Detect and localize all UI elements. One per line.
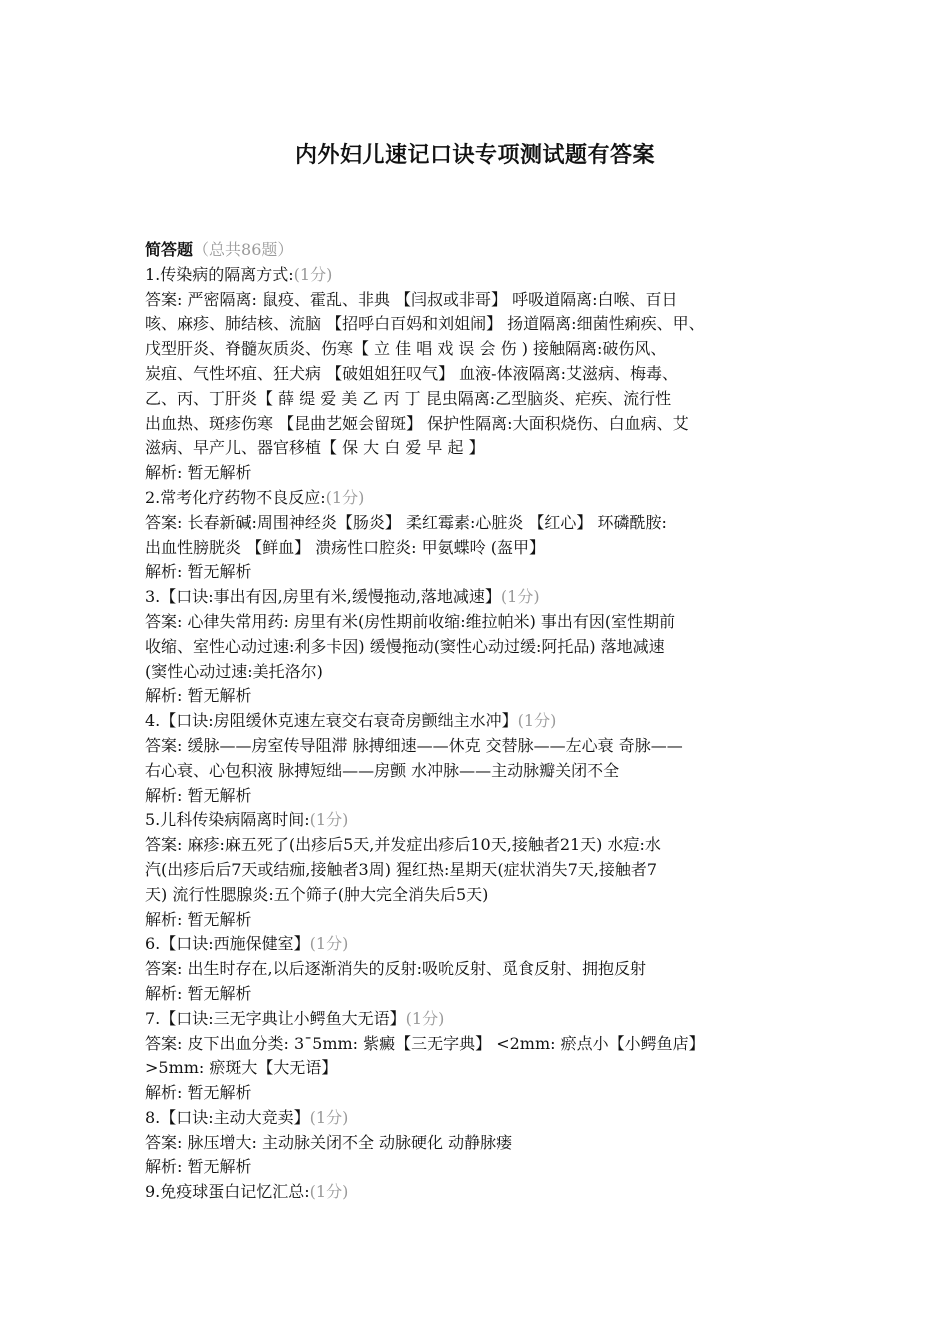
question-score: (1分): [309, 934, 349, 954]
answer-line: 答案: 皮下出血分类: 3¯5mm: 紫癜【三无字典】 <2mm: 瘀点小【小鳄鱼店】: [145, 1033, 705, 1053]
question-score: (1分): [405, 1008, 445, 1028]
question-title: [145, 709, 825, 734]
question-item: [145, 486, 825, 585]
question-text: 3.【口诀:事出有因,房里有米,缓慢拖动,落地减速】: [145, 587, 501, 607]
answer-line: 答案: 严密隔离: 鼠疫、霍乱、非典 【闫叔或非哥】 呼吸道隔离:白喉、百日: [145, 289, 678, 309]
question-text: 2.常考化疗药物不良反应:: [145, 487, 326, 507]
answer-line: 出血性膀胱炎 【鲜血】 溃疡性口腔炎: 甲氨蝶呤 (盔甲】: [145, 537, 545, 557]
answer-line: 戊型肝炎、脊髓灰质炎、伤寒【 立 佳 唱 戏 误 会 伤 ) 接触隔离:破伤风、: [145, 339, 667, 359]
answer-line: 右心衰、心包积液 脉搏短绌——房颤 水冲脉——主动脉瓣关闭不全: [145, 760, 620, 780]
question-item: [145, 932, 825, 1006]
answer-line: 滋病、早产儿、器官移植【 保 大 白 爱 早 起 】: [145, 438, 485, 458]
answer-line: 出血热、斑疹伤寒 【昆曲艺姬会留斑】 保护性隔离:大面积烧伤、白血病、艾: [145, 413, 689, 433]
analysis-line: 解析: 暂无解析: [145, 463, 252, 483]
question-score: (1分): [309, 810, 349, 830]
answer-line: 答案: 脉压增大: 主动脉关闭不全 动脉硬化 动静脉瘘: [145, 1132, 513, 1152]
question-text: 7.【口诀:三无字典让小鳄鱼大无语】: [145, 1008, 406, 1028]
question-score: (1分): [309, 1107, 349, 1127]
question-score: (1分): [309, 1182, 349, 1202]
question-title: [145, 263, 825, 288]
section-label: 简答题: [145, 240, 194, 259]
analysis-line: 解析: 暂无解析: [145, 785, 252, 805]
answer-line: 咳、麻疹、肺结核、流脑 【招呼白百妈和刘姐闹】 扬道隔离:细菌性痢疾、甲、: [145, 314, 705, 334]
question-item: [145, 263, 825, 486]
answer-line: 炭疽、气性坏疽、狂犬病 【破姐姐狂叹气】 血液-体液隔离:艾滋病、梅毒、: [145, 363, 678, 383]
question-text: 4.【口诀:房阻缓休克速左衰交右衰奇房颤绌主水冲】: [145, 711, 518, 731]
question-title: [145, 808, 825, 833]
question-text: 8.【口诀:主动大竞卖】: [145, 1107, 310, 1127]
section-heading: [145, 238, 825, 263]
analysis-line: 解析: 暂无解析: [145, 686, 252, 706]
answer-line: 答案: 心律失常用药: 房里有米(房性期前收缩:维拉帕米) 事出有因(室性期前: [145, 611, 676, 631]
analysis-line: 解析: 暂无解析: [145, 909, 252, 929]
answer-line: 答案: 麻疹:麻五死了(出疹后5天,并发症出疹后10天,接触者21天) 水痘:水: [145, 835, 661, 855]
answer-line: >5mm: 瘀斑大【大无语】: [145, 1058, 338, 1078]
analysis-line: 解析: 暂无解析: [145, 1083, 252, 1103]
section-total: （总共86题）: [193, 240, 294, 259]
document-title: 内外妇儿速记口诀专项测试题有答案: [294, 142, 655, 168]
answer-line: 天) 流行性腮腺炎:五个筛子(肿大完全消失后5天): [145, 884, 489, 904]
question-text: 1.传染病的隔离方式:: [145, 264, 294, 284]
answer-line: 汽(出疹后后7天或结痂,接触者3周) 猩红热:星期天(症状消失7天,接触者7: [145, 859, 658, 879]
question-list: [145, 263, 825, 1205]
question-score: (1分): [293, 264, 333, 284]
answer-line: 答案: 长春新碱:周围神经炎【肠炎】 柔红霉素:心脏炎 【红心】 环磷酰胺:: [145, 512, 667, 532]
answer-line: 答案: 出生时存在,以后逐渐消失的反射:吸吮反射、觅食反射、拥抱反射: [145, 959, 646, 979]
question-item: [145, 1106, 825, 1180]
answer-line: 乙、丙、丁肝炎【 薛 缇 爱 美 乙 丙 丁 昆虫隔离:乙型脑炎、疟疾、流行性: [145, 388, 672, 408]
analysis-line: 解析: 暂无解析: [145, 1157, 252, 1177]
question-item: [145, 1007, 825, 1106]
question-title: [145, 585, 825, 610]
question-item: [145, 585, 825, 709]
question-item: [145, 808, 825, 932]
question-score: (1分): [517, 711, 557, 731]
question-text: 9.免疫球蛋白记忆汇总:: [145, 1182, 310, 1202]
question-score: (1分): [500, 587, 540, 607]
question-item: [145, 709, 825, 808]
question-title: [145, 932, 825, 957]
question-text: 6.【口诀:西施保健室】: [145, 934, 310, 954]
question-item: [145, 1180, 825, 1205]
answer-line: 收缩、室性心动过速:利多卡因) 缓慢拖动(窦性心动过缓:阿托品) 落地减速: [145, 636, 665, 656]
question-title: [145, 1007, 825, 1032]
analysis-line: 解析: 暂无解析: [145, 562, 252, 582]
answer-line: 答案: 缓脉——房室传导阻滞 脉搏细速——休克 交替脉——左心衰 奇脉——: [145, 735, 683, 755]
analysis-line: 解析: 暂无解析: [145, 983, 252, 1003]
question-title: [145, 1106, 825, 1131]
question-title: [145, 486, 825, 511]
answer-line: (窦性心动过速:美托洛尔): [145, 661, 323, 681]
question-score: (1分): [325, 487, 365, 507]
document-body: [145, 238, 825, 1205]
question-text: 5.儿科传染病隔离时间:: [145, 810, 310, 830]
question-title: [145, 1180, 825, 1205]
